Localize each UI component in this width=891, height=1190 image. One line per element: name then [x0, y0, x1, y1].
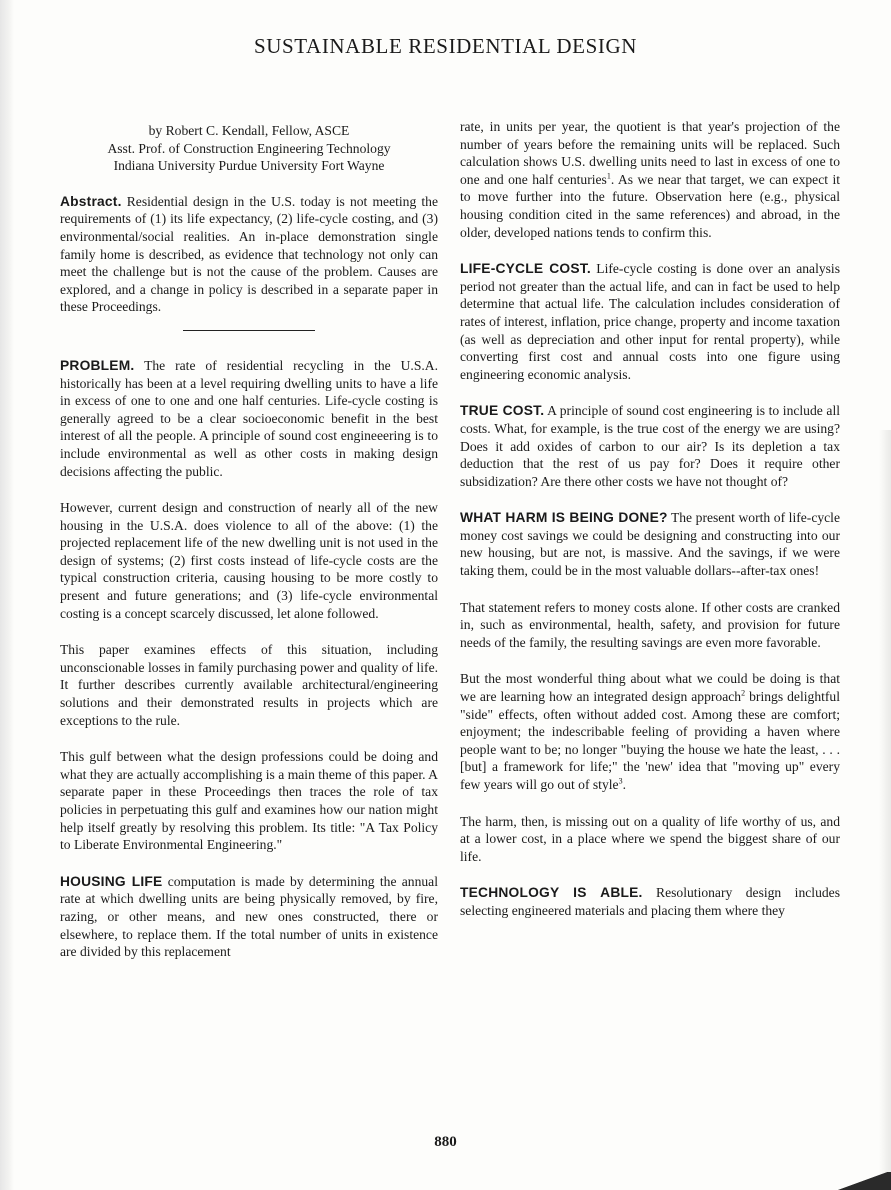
- technology-paragraph: [460, 884, 840, 919]
- author-affiliation: Indiana University Purdue University Fort Wayne: [113, 158, 385, 174]
- true-cost-text: A principle of sound cost engineering is to include all costs. What, for example, is the true cost of the energy we are using? Does it add oxides of carbon to our air? Is its depletion a tax deduction that the rest of us pay for? Does it require other subsidization? Are there other costs we have not thought of?: [460, 403, 840, 489]
- right-column: [460, 118, 840, 939]
- housing-life-text: computation is made by determining the annual rate at which dwelling units are being physically removed, by fire, razing, or other means, and new ones constructed, there or elsewhere, to replace them. If the total number of units in existence are divided by this replacement: [60, 873, 438, 960]
- abstract-text: Residential design in the U.S. today is not meeting the requirements of (1) its life expectancy, (2) life-cycle costing, and (3) environmental/social realities. An in-place demonstration single family home is described, as evidence that technology not only can meet the challenge but is not the cause of the problem. Causes are explored, and a change in policy is described in a separate paper in these Proceedings.: [60, 193, 438, 315]
- life-cycle-text: Life-cycle costing is done over an analysis period not greater than the actual life, and can in fact be used to help determine that actual life. The calculation includes consideration of rates of interest, inflation, price change, property and income taxation (as well as depreciation and other input for rental property), while converting first cost and annual costs into one figure using engineering economic analysis.: [460, 261, 840, 382]
- gulf-paragraph: This gulf between what the design professions could be doing and what they are actually accomplishing is a main theme of this paper. A separate paper in these Proceedings then traces the role of tax policies in perpetuating this gulf and examines how our nation might help itself greatly by resolving this problem. Its title: "A Tax Policy to Liberate Environmental Engineering.": [60, 749, 438, 853]
- problem-text: The rate of residential recycling in the U.S.A. historically has been at a level requiring dwelling units to have a life in excess of one to one and one half centuries. Life-cycle costing is generally agreed to be a clear socioeconomic benefit in the best interest of all the people. A principle of sound cost engineeering is to include environmental as well as other costs in making design decisions affecting the public.: [60, 357, 438, 479]
- author-block: [60, 122, 438, 175]
- harm-then-paragraph: The harm, then, is missing out on a quality of life worthy of us, and at a lower cost, in a place where we spend the biggest share of our life.: [460, 813, 840, 864]
- footnote-ref-1: 1: [606, 171, 611, 181]
- what-harm-paragraph: [460, 509, 840, 579]
- scan-corner-mark: [821, 1172, 891, 1190]
- footnote-ref-2: 2: [741, 688, 746, 698]
- wonderful-paragraph: [460, 670, 840, 793]
- author-title: Asst. Prof. of Construction Engineering Technology: [107, 140, 391, 156]
- life-cycle-heading: LIFE-CYCLE COST.: [460, 261, 591, 277]
- section-divider: [183, 330, 315, 331]
- however-paragraph: However, current design and construction of nearly all of the new housing in the U.S.A. does violence to all of the above: (1) the projected replacement life of the new dwelling unit is not used in the design of systems; (2) first costs instead of life-cycle costs are the typical construction criteria, causing housing to be more costly to present and future generations; and (3) life-cycle environmental costing is a concept scarcely discussed, let alone followed.: [60, 500, 438, 621]
- what-harm-text: The present worth of life-cycle money cost savings we could be designing and constructing into our new housing, but are not, is massive. And the savings, if we were taking them, could be in the most valuable dollars--after-tax ones!: [460, 510, 840, 579]
- housing-life-heading: HOUSING LIFE: [60, 873, 163, 889]
- housing-life-paragraph: [60, 873, 438, 961]
- wonderful-mid: brings delightful "side" effects, often without added cost. Among these are comfort; enjoyment; the indescribable feeling of providing a haven where people want to be; no longer "buying the house we hate the least, . . . [but] a framework for life;" the 'new' idea that "moving up" every few years will go out of style: [460, 689, 840, 792]
- scan-edge-right: [879, 430, 891, 1190]
- footnote-ref-3: 3: [618, 776, 623, 786]
- abstract-heading: Abstract.: [60, 193, 122, 209]
- abstract-paragraph: [60, 193, 438, 316]
- rate-paragraph: [460, 118, 840, 241]
- page-number: 880: [434, 1134, 457, 1150]
- scan-edge-left: [0, 0, 14, 1190]
- wonderful-tail: .: [622, 777, 626, 792]
- problem-heading: PROBLEM.: [60, 357, 135, 373]
- rate-tail: . As we near that target, we can expect it to move further into the future. Observation here (e.g., physical housing condition cited in the same references) and abroad, in the older, developed nations tends to confirm this.: [460, 171, 840, 240]
- author-name: by Robert C. Kendall, Fellow, ASCE: [148, 123, 350, 138]
- rate-text: rate, in units per year, the quotient is that year's projection of the number of years before the remaining units will be replaced. Such calculation shows U.S. dwelling units need to last in excess of one to one and one half centuries: [460, 119, 840, 187]
- true-cost-heading: TRUE COST.: [460, 403, 545, 419]
- life-cycle-paragraph: [460, 260, 840, 383]
- problem-paragraph: [60, 357, 438, 480]
- this-paper-paragraph: This paper examines effects of this situation, including unconscionable losses in family purchasing power and quality of life. It further describes currently available architectural/engineering solutions and their demonstrated results in projects which are exceptions to the rule.: [60, 642, 438, 728]
- statement-paragraph: That statement refers to money costs alone. If other costs are cranked in, such as environmental, health, safety, and provision for future needs of the family, the resulting savings are even more favorable.: [460, 599, 840, 650]
- paper-title: SUSTAINABLE RESIDENTIAL DESIGN: [253, 34, 638, 58]
- left-column: [60, 122, 438, 980]
- true-cost-paragraph: [460, 402, 840, 490]
- wonderful-text: But the most wonderful thing about what we could be doing is that we are learning how an integrated design approach: [460, 671, 840, 705]
- technology-text: Resolutionary design includes selecting engineered materials and placing them where they: [460, 885, 840, 918]
- technology-heading: TECHNOLOGY IS ABLE.: [460, 885, 643, 901]
- what-harm-heading: WHAT HARM IS BEING DONE?: [460, 510, 668, 526]
